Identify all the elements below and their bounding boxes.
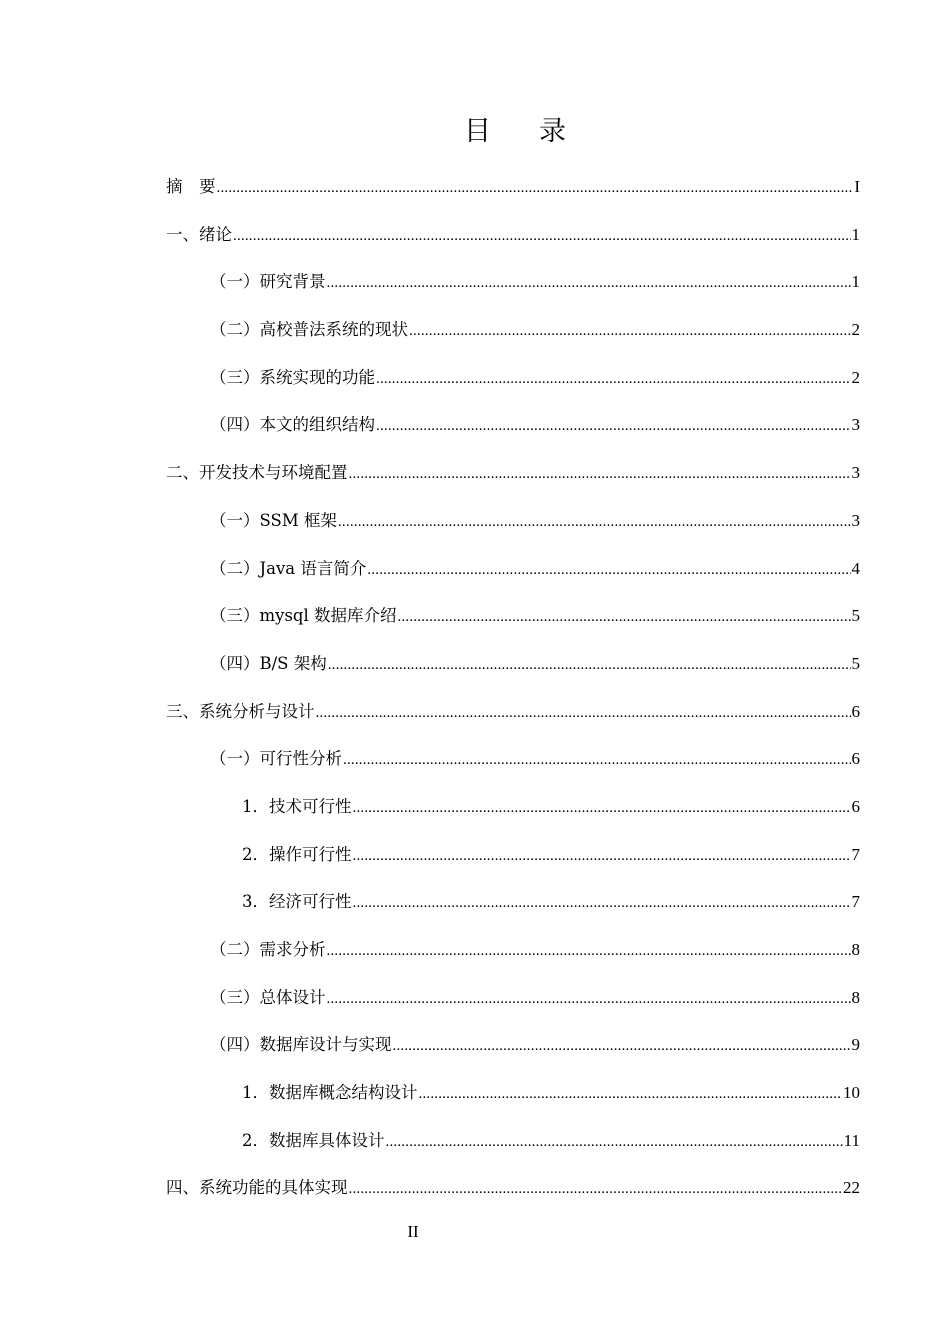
toc-entry-page: 22 bbox=[843, 1178, 860, 1198]
toc-leader-dots bbox=[316, 694, 851, 732]
toc-entry[interactable] bbox=[166, 359, 860, 407]
toc-entry[interactable] bbox=[166, 1026, 860, 1074]
toc-entry-label: （三）总体设计 bbox=[210, 987, 326, 1007]
toc-entry-page: 8 bbox=[851, 987, 860, 1007]
toc-entry-page: 2 bbox=[851, 367, 860, 387]
toc-entry-page: 4 bbox=[851, 558, 860, 578]
toc-entry-page: 10 bbox=[843, 1083, 860, 1103]
toc-entry-page: 6 bbox=[851, 796, 860, 816]
toc-entry-label: 2．操作可行性 bbox=[242, 844, 352, 864]
toc-entry-label: 四、系统功能的具体实现 bbox=[166, 1178, 348, 1198]
toc-entry-page: 3 bbox=[851, 510, 860, 530]
toc-entry-label: （一）可行性分析 bbox=[210, 749, 342, 769]
toc-entry[interactable] bbox=[166, 788, 860, 836]
toc-entry-label: （一）研究背景 bbox=[210, 272, 326, 292]
toc-leader-dots bbox=[398, 598, 851, 636]
toc-entry-label: 1．数据库概念结构设计 bbox=[242, 1083, 418, 1103]
toc-entry-page: 8 bbox=[851, 940, 860, 959]
toc-entry[interactable] bbox=[166, 263, 860, 311]
toc-entry-page: 7 bbox=[851, 844, 860, 864]
toc-entry-label: 二、开发技术与环境配置 bbox=[166, 463, 348, 483]
toc-leader-dots bbox=[419, 1075, 843, 1113]
toc-entry-page: 11 bbox=[843, 1130, 860, 1150]
toc-entry-label: （三）mysql 数据库介绍 bbox=[210, 606, 397, 626]
toc-leader-dots bbox=[376, 407, 851, 445]
toc-entry[interactable] bbox=[166, 883, 860, 931]
page-title bbox=[0, 112, 950, 152]
toc-entry[interactable] bbox=[166, 406, 860, 454]
toc-leader-dots bbox=[393, 1027, 851, 1065]
toc-entry-label: （二）高校普法系统的现状 bbox=[210, 320, 408, 340]
toc-entry-page: I bbox=[854, 177, 860, 196]
toc-leader-dots bbox=[367, 551, 850, 589]
toc-entry-page: 5 bbox=[851, 606, 860, 626]
toc-entry-page: 2 bbox=[851, 320, 860, 340]
toc-entry[interactable] bbox=[166, 311, 860, 359]
toc-leader-dots bbox=[217, 169, 854, 207]
toc-entry[interactable] bbox=[166, 693, 860, 741]
toc-entry[interactable] bbox=[166, 454, 860, 502]
toc-entry[interactable] bbox=[166, 216, 860, 264]
toc-leader-dots bbox=[409, 312, 851, 350]
toc-entry-label: （二）Java 语言简介 bbox=[210, 558, 367, 578]
toc-entry[interactable] bbox=[166, 550, 860, 598]
toc-entry[interactable] bbox=[166, 836, 860, 884]
toc-leader-dots bbox=[349, 455, 851, 493]
toc-leader-dots bbox=[353, 837, 851, 875]
toc-entry[interactable] bbox=[166, 1074, 860, 1122]
toc-entry-label: 一、绪论 bbox=[166, 224, 232, 244]
toc-entry-label: 三、系统分析与设计 bbox=[166, 701, 315, 721]
toc-entry-label: （四）数据库设计与实现 bbox=[210, 1035, 392, 1055]
toc-entry-page: 1 bbox=[851, 272, 860, 292]
toc-entry-label: 1．技术可行性 bbox=[242, 796, 352, 816]
toc-entry-label: （一）SSM 框架 bbox=[210, 510, 337, 530]
toc-entry[interactable] bbox=[166, 740, 860, 788]
toc-entry[interactable] bbox=[166, 931, 860, 979]
toc-entry-page: 5 bbox=[851, 653, 860, 673]
toc-leader-dots bbox=[353, 789, 851, 827]
toc-entry-page: 7 bbox=[851, 892, 860, 912]
toc-entry[interactable] bbox=[166, 1122, 860, 1170]
toc-leader-dots bbox=[343, 741, 851, 779]
toc-leader-dots bbox=[376, 360, 851, 398]
toc-leader-dots bbox=[349, 1170, 843, 1208]
toc-entry-label: 2．数据库具体设计 bbox=[242, 1130, 385, 1150]
toc-entry[interactable] bbox=[166, 645, 860, 693]
toc-leader-dots bbox=[386, 1123, 843, 1161]
toc-leader-dots bbox=[338, 503, 851, 541]
page-number: II bbox=[407, 1222, 419, 1241]
toc-entry-page: 9 bbox=[851, 1035, 860, 1055]
toc-leader-dots bbox=[327, 980, 851, 1018]
toc-entry-page: 3 bbox=[851, 415, 860, 435]
toc-entry[interactable] bbox=[166, 979, 860, 1027]
toc-entry-label: （四）本文的组织结构 bbox=[210, 415, 375, 435]
toc-leader-dots bbox=[353, 884, 851, 922]
toc-entry-label: 摘 要 bbox=[166, 177, 216, 196]
toc-entry-page: 6 bbox=[851, 749, 860, 769]
toc-entry-page: 1 bbox=[851, 224, 860, 244]
toc-entry[interactable] bbox=[166, 597, 860, 645]
toc-entry-page: 3 bbox=[851, 463, 860, 483]
toc-entry-label: （四）B/S 架构 bbox=[210, 653, 327, 673]
title-char-1: 目 bbox=[464, 116, 491, 147]
toc-leader-dots bbox=[233, 217, 851, 255]
toc-entry-page: 6 bbox=[851, 701, 860, 721]
toc-entry[interactable] bbox=[166, 502, 860, 550]
toc-entry[interactable] bbox=[166, 168, 860, 216]
toc-entry-label: 3．经济可行性 bbox=[242, 892, 352, 912]
toc-leader-dots bbox=[327, 264, 851, 302]
toc-leader-dots bbox=[328, 646, 851, 684]
toc-entry-label: （二）需求分析 bbox=[210, 940, 326, 959]
toc-entry-label: （三）系统实现的功能 bbox=[210, 367, 375, 387]
toc-leader-dots bbox=[327, 932, 851, 970]
table-of-contents bbox=[166, 168, 860, 1217]
toc-entry[interactable] bbox=[166, 1169, 860, 1217]
title-char-2: 录 bbox=[539, 116, 566, 147]
